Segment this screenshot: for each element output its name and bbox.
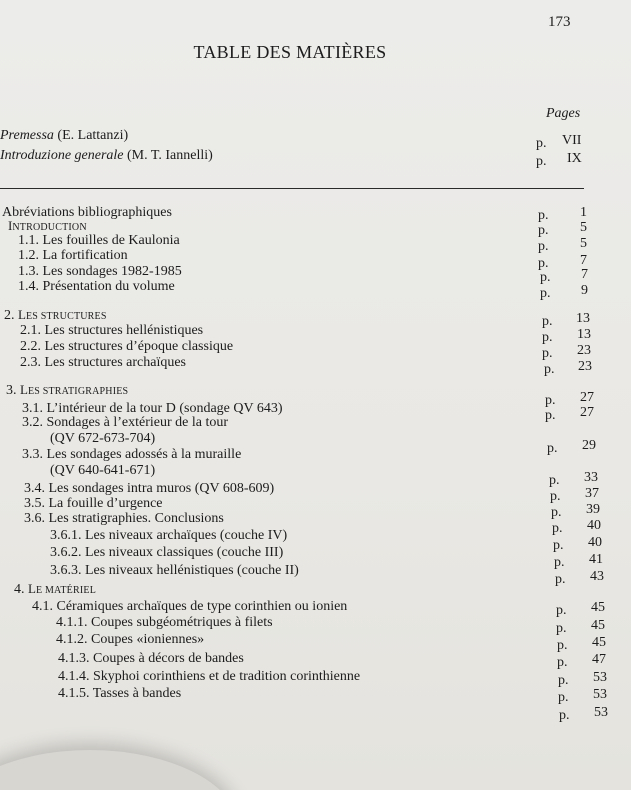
page-ref-number: 37	[585, 486, 599, 501]
toc-entry: 2.3. Les structures archaïques	[20, 355, 186, 370]
page-ref-number: 53	[594, 705, 608, 720]
page-ref-p: p.	[540, 286, 551, 301]
horizontal-rule	[0, 188, 584, 189]
front-entry-title: Introduzione generale	[0, 148, 124, 163]
page-ref-p: p.	[552, 521, 563, 536]
page-ref-p: p.	[545, 408, 556, 423]
toc-entry: 3.4. Les sondages intra muros (QV 608-609)	[24, 481, 275, 496]
page-ref-number: 29	[582, 438, 596, 453]
page-ref-p: p.	[542, 346, 553, 361]
page-ref-p: p.	[554, 555, 565, 570]
page-ref-number: 45	[591, 618, 605, 633]
toc-entry: 3.6.3. Les niveaux hellénistiques (couche II)	[50, 563, 299, 578]
page-ref-p: p.	[553, 538, 564, 553]
toc-entry: 4.1.4. Skyphoi corinthiens et de tradition corinthienne	[58, 669, 361, 684]
page-ref-number: 9	[581, 283, 588, 298]
page-ref-p: p.	[538, 256, 549, 271]
page-ref-number: 43	[590, 569, 604, 584]
toc-entry: 3.1. L’intérieur de la tour D (sondage QV 643)	[22, 401, 283, 416]
page-ref-number: 13	[576, 311, 590, 326]
page-ref-number: 27	[580, 390, 594, 405]
toc-entry: 4.1. Céramiques archaïques de type corinthien ou ionien	[32, 599, 348, 614]
toc-section-heading: 3. LES STRATIGRAPHIES	[6, 382, 129, 398]
page-ref-number: 23	[577, 343, 591, 358]
toc-entry: 1.1. Les fouilles de Kaulonia	[18, 233, 180, 248]
page-ref-number: 5	[580, 236, 587, 251]
page-ref-number: 41	[589, 552, 603, 567]
page-ref-p: p.	[538, 223, 549, 238]
toc-entry: 3.6.1. Les niveaux archaïques (couche IV)	[50, 528, 288, 543]
toc-entry: 3.6. Les stratigraphies. Conclusions	[24, 511, 224, 526]
toc-entry: 4.1.1. Coupes subgéométriques à filets	[56, 615, 273, 630]
toc-section-heading: 4. LE MATÉRIEL	[14, 581, 96, 597]
page-ref-p: p.	[558, 673, 569, 688]
front-entry-author: (E. Lattanzi)	[53, 128, 129, 143]
toc-entry: 3.6.2. Les niveaux classiques (couche III)	[50, 545, 284, 560]
page-ref-number: 40	[588, 535, 602, 550]
toc-entry: 2.2. Les structures d’époque classique	[20, 339, 234, 354]
page-ref-number: 40	[587, 518, 601, 533]
page-ref-number: 53	[593, 687, 607, 702]
toc-entry: 4.1.3. Coupes à décors de bandes	[58, 651, 244, 666]
page-ref-number: 23	[578, 359, 592, 374]
page-ref-number: 45	[592, 635, 606, 650]
page-ref-p: p.	[547, 441, 558, 456]
page-ref-p: p.	[550, 489, 561, 504]
page-ref-p: p.	[545, 393, 556, 408]
page-ref-number: 1	[580, 205, 587, 220]
front-entry-page-number: VII	[562, 133, 582, 148]
page-ref-number: 7	[580, 253, 587, 268]
page-ref-number: 53	[593, 670, 607, 685]
toc-entry: Abréviations bibliographiques	[2, 205, 172, 220]
page-ref-p: p.	[555, 572, 566, 587]
page-ref-p: p.	[559, 708, 570, 723]
toc-section-heading: INTRODUCTION	[8, 218, 87, 233]
page-ref-p: p.	[551, 505, 562, 520]
page-ref-p: p.	[549, 473, 560, 488]
toc-entry: 4.1.2. Coupes «ioniennes»	[56, 632, 205, 647]
page-ref-number: 45	[591, 600, 605, 615]
toc-entry: 1.4. Présentation du volume	[18, 279, 175, 294]
page-ref-number: 27	[580, 405, 594, 420]
front-entry-page-number: IX	[567, 151, 582, 166]
toc-entry: 3.5. La fouille d’urgence	[24, 496, 163, 511]
toc-entry: 1.3. Les sondages 1982-1985	[18, 264, 182, 279]
toc-entry: 4.1.5. Tasses à bandes	[58, 686, 182, 701]
page-ref-p: p.	[558, 690, 569, 705]
page-ref-p: p.	[538, 239, 549, 254]
page-ref-number: 47	[592, 652, 606, 667]
page-ref-number: 33	[584, 470, 598, 485]
toc-entry-continuation: (QV 672-673-704)	[50, 431, 156, 446]
toc-entry-continuation: (QV 640-641-671)	[50, 463, 156, 478]
pages-column-label: Pages	[546, 106, 581, 121]
front-entry-premessa	[0, 128, 128, 144]
page-ref-p: p.	[557, 638, 568, 653]
page-ref-number: 5	[580, 220, 587, 235]
toc-section-heading: 2. LES STRUCTURES	[4, 307, 107, 323]
page-ref-p: p.	[544, 362, 555, 377]
front-entry-page-p: p.	[536, 136, 547, 151]
toc-entry: 2.1. Les structures hellénistiques	[20, 323, 204, 338]
page-ref-p: p.	[542, 314, 553, 329]
page-ref-p: p.	[542, 330, 553, 345]
page-title: TABLE DES MATIÈRES	[193, 42, 387, 62]
page-ref-p: p.	[556, 603, 567, 618]
page-number: 173	[548, 14, 571, 30]
page-curl-shadow	[0, 750, 240, 790]
page-ref-p: p.	[556, 621, 567, 636]
front-entry-title: Premessa	[0, 128, 54, 143]
page-ref-number: 7	[581, 267, 588, 282]
page-ref-p: p.	[538, 208, 549, 223]
page-ref-number: 39	[586, 502, 600, 517]
toc-entry: 3.2. Sondages à l’extérieur de la tour	[22, 415, 229, 430]
page-ref-p: p.	[540, 270, 551, 285]
front-entry-introduzione	[0, 148, 213, 164]
page-ref-number: 13	[577, 327, 591, 342]
page-ref-p: p.	[557, 655, 568, 670]
toc-entry: 3.3. Les sondages adossés à la muraille	[22, 447, 242, 462]
toc-entry: 1.2. La fortification	[18, 248, 128, 263]
front-entry-author: (M. T. Iannelli)	[123, 148, 213, 163]
front-entry-page-p: p.	[536, 154, 547, 169]
